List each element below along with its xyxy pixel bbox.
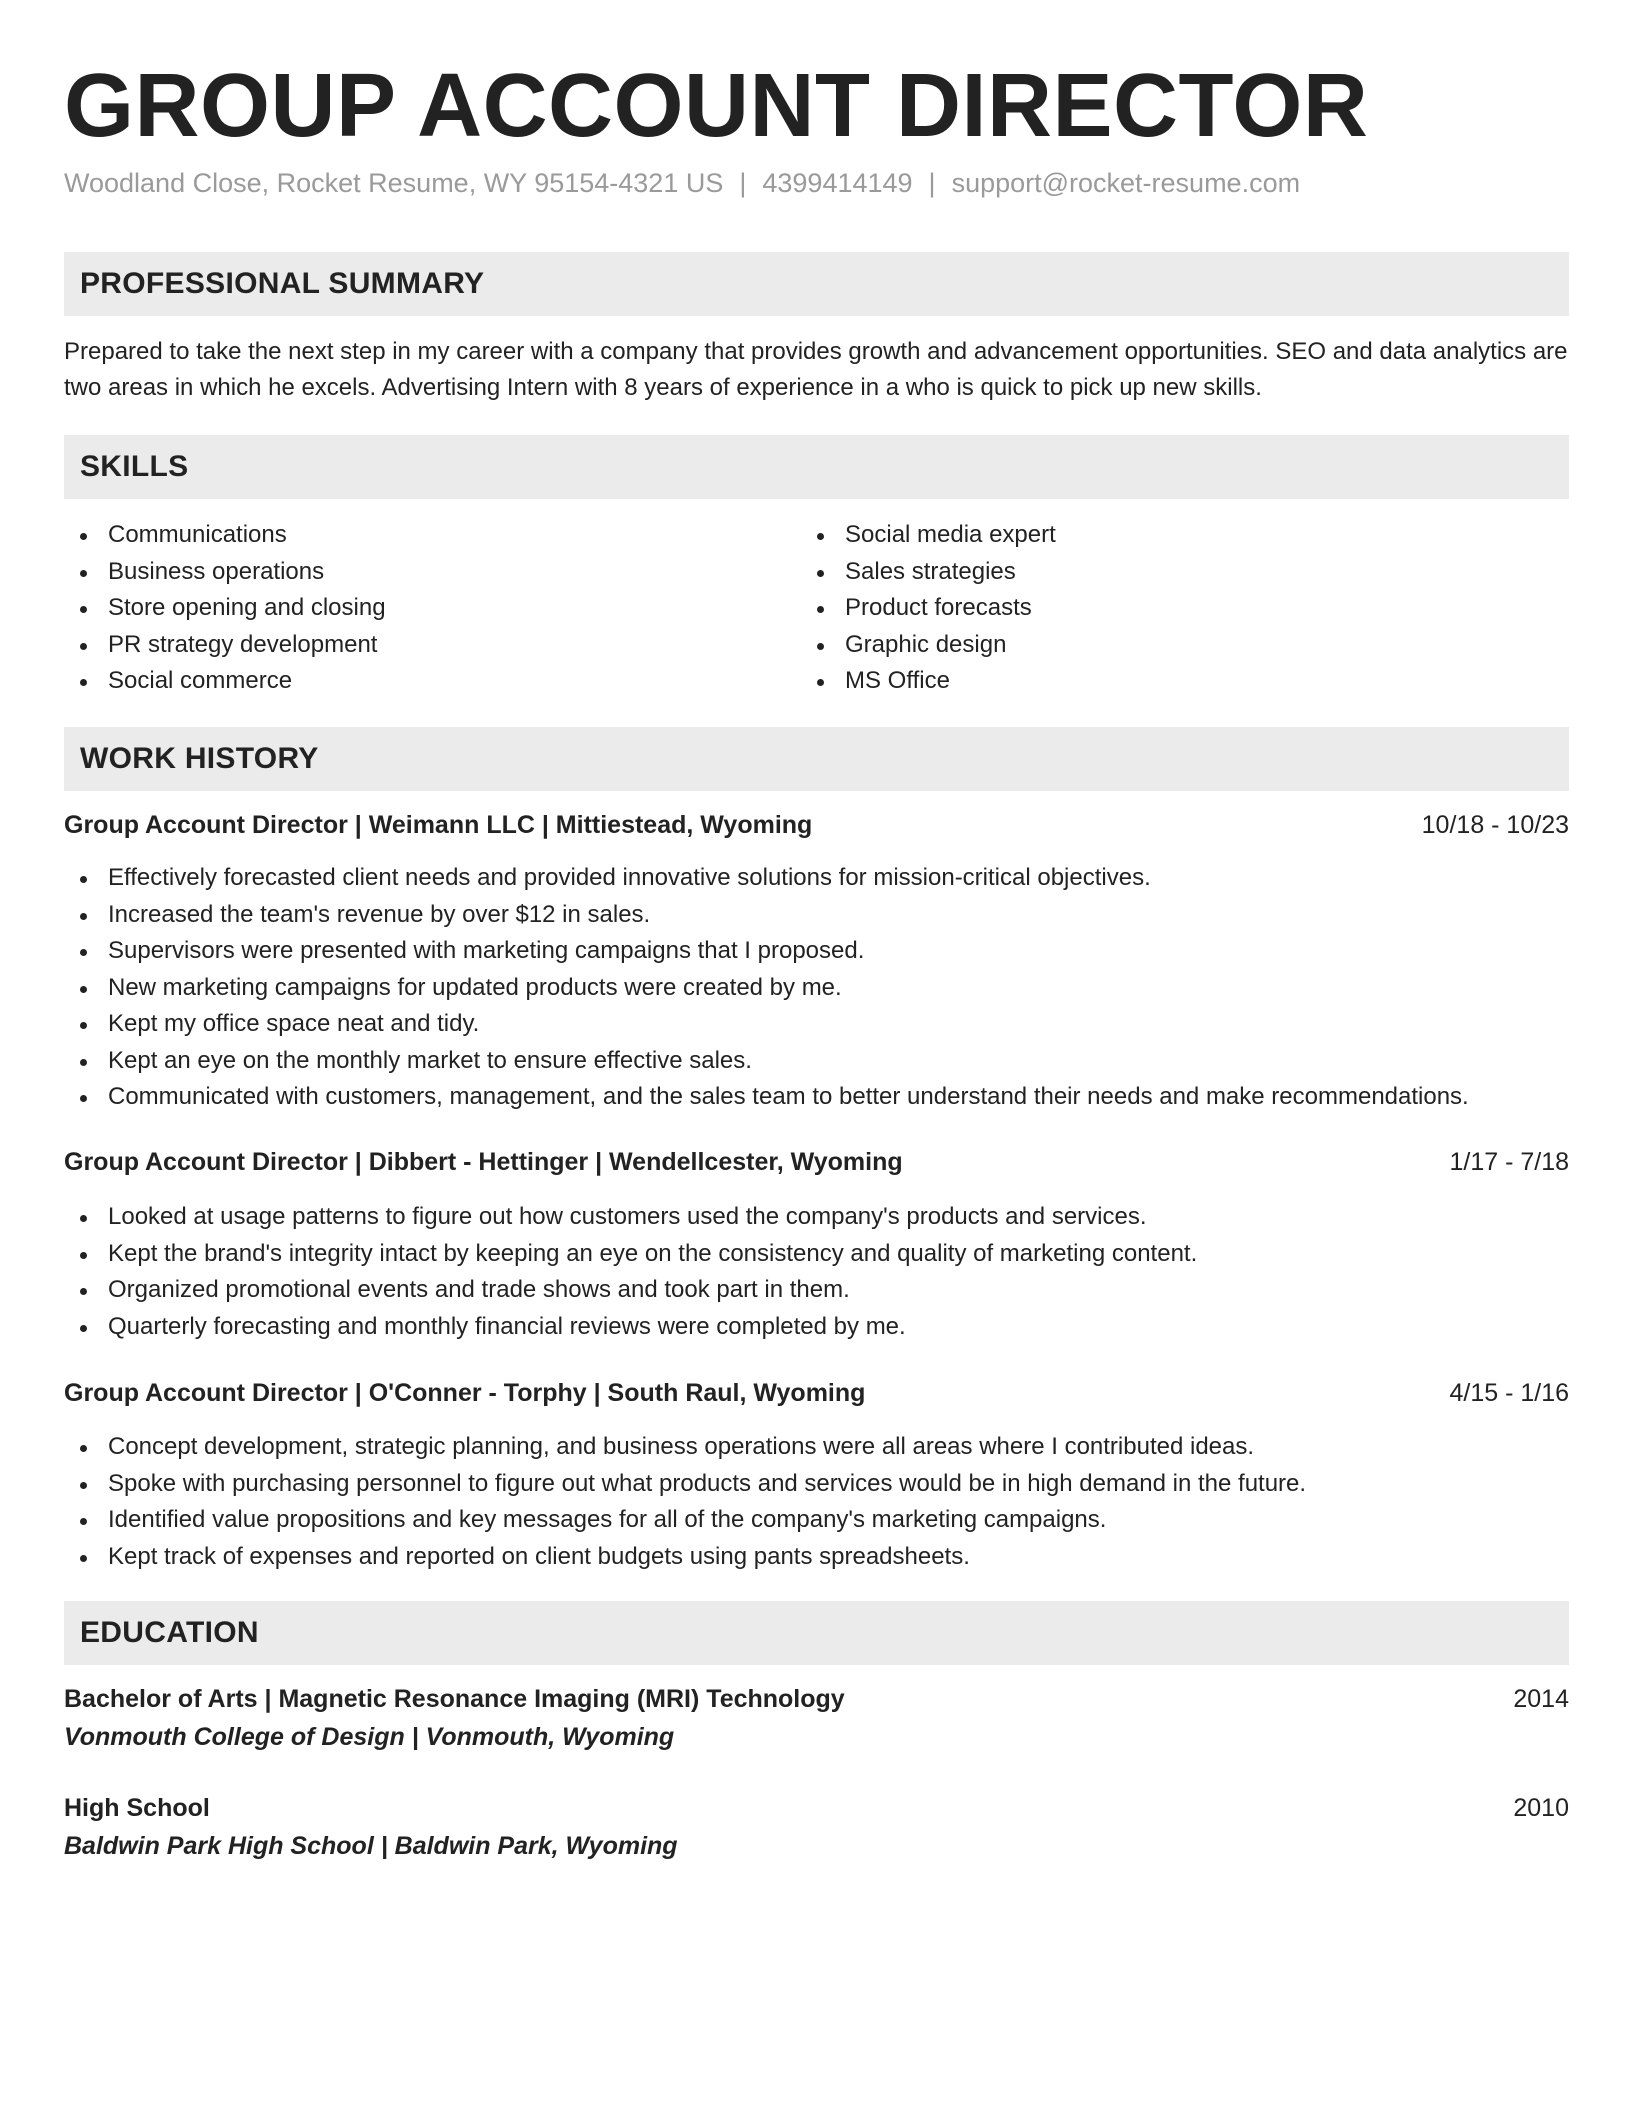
work-heading: WORK HISTORY [80, 742, 319, 775]
job-bullet: Effectively forecasted client needs and provided innovative solutions for mission-critical objectives. [64, 860, 1584, 897]
job-dates: 1/17 - 7/18 [1449, 1148, 1569, 1176]
skill-item: PR strategy development [64, 627, 386, 664]
job-bullet: Increased the team's revenue by over $12 in sales. [64, 897, 1584, 934]
job-dates: 4/15 - 1/16 [1449, 1379, 1569, 1407]
school-name: Baldwin Park High School | Baldwin Park, Wyoming [64, 1832, 678, 1860]
resume-name: GROUP ACCOUNT DIRECTOR [64, 56, 1369, 156]
contact-phone: 4399414149 [762, 168, 913, 198]
skill-item: Graphic design [801, 627, 1056, 664]
job-bullet: Spoke with purchasing personnel to figure out what products and services would be in high demand in the future. [64, 1466, 1584, 1503]
job-title: Group Account Director | Weimann LLC | Mittiestead, Wyoming [64, 811, 813, 839]
job-bullet: Organized promotional events and trade shows and took part in them. [64, 1272, 1584, 1309]
graduation-year: 2010 [1513, 1794, 1569, 1822]
summary-heading: PROFESSIONAL SUMMARY [80, 267, 485, 300]
job-bullet: Kept track of expenses and reported on client budgets using pants spreadsheets. [64, 1539, 1584, 1576]
contact-separator: | [928, 168, 936, 198]
job-bullet: Quarterly forecasting and monthly financial reviews were completed by me. [64, 1309, 1584, 1346]
job-bullets [64, 1429, 1584, 1575]
job-bullet: Concept development, strategic planning, and business operations were all areas where I contributed ideas. [64, 1429, 1584, 1466]
job-bullets [64, 1199, 1584, 1345]
skill-item: Social media expert [801, 517, 1056, 554]
skills-section-header [64, 435, 1569, 499]
education-section-header [64, 1601, 1569, 1665]
skills-heading: SKILLS [80, 450, 189, 483]
job-title: Group Account Director | O'Conner - Torphy | South Raul, Wyoming [64, 1379, 866, 1407]
skill-item: MS Office [801, 663, 1056, 700]
job-bullet: Kept the brand's integrity intact by keeping an eye on the consistency and quality of marketing content. [64, 1236, 1584, 1273]
summary-section-header [64, 252, 1569, 316]
summary-text: Prepared to take the next step in my career with a company that provides growth and advancement opportunities. SEO and data analytics are two areas in which he excels. Advertising Intern with 8 years of experience in a who is quick to pick up new skills. [64, 338, 1568, 401]
job-bullet: Communicated with customers, management, and the sales team to better understand their needs and make recommendations. [64, 1079, 1584, 1116]
contact-email: support@rocket-resume.com [951, 168, 1301, 198]
job-bullet: Kept my office space neat and tidy. [64, 1006, 1584, 1043]
degree-title: High School [64, 1794, 210, 1822]
skills-list-right [801, 517, 1056, 700]
job-bullet: Identified value propositions and key messages for all of the company's marketing campaigns. [64, 1502, 1584, 1539]
skills-list-left [64, 517, 386, 700]
contact-line [64, 165, 1300, 201]
school-name: Vonmouth College of Design | Vonmouth, Wyoming [64, 1723, 675, 1751]
skill-item: Product forecasts [801, 590, 1056, 627]
job-title: Group Account Director | Dibbert - Hettinger | Wendellcester, Wyoming [64, 1148, 903, 1176]
skill-item: Communications [64, 517, 386, 554]
job-bullet: Kept an eye on the monthly market to ensure effective sales. [64, 1043, 1584, 1080]
job-bullet: Looked at usage patterns to figure out how customers used the company's products and services. [64, 1199, 1584, 1236]
skill-item: Business operations [64, 554, 386, 591]
work-section-header [64, 727, 1569, 791]
contact-separator: | [739, 168, 747, 198]
job-bullet: New marketing campaigns for updated products were created by me. [64, 970, 1584, 1007]
job-dates: 10/18 - 10/23 [1421, 811, 1569, 839]
job-bullet: Supervisors were presented with marketing campaigns that I proposed. [64, 933, 1584, 970]
graduation-year: 2014 [1513, 1685, 1569, 1713]
skill-item: Sales strategies [801, 554, 1056, 591]
skill-item: Store opening and closing [64, 590, 386, 627]
job-bullets [64, 860, 1584, 1116]
skill-item: Social commerce [64, 663, 386, 700]
contact-address: Woodland Close, Rocket Resume, WY 95154-4321 US [64, 168, 724, 198]
degree-title: Bachelor of Arts | Magnetic Resonance Imaging (MRI) Technology [64, 1685, 845, 1713]
education-heading: EDUCATION [80, 1616, 259, 1649]
